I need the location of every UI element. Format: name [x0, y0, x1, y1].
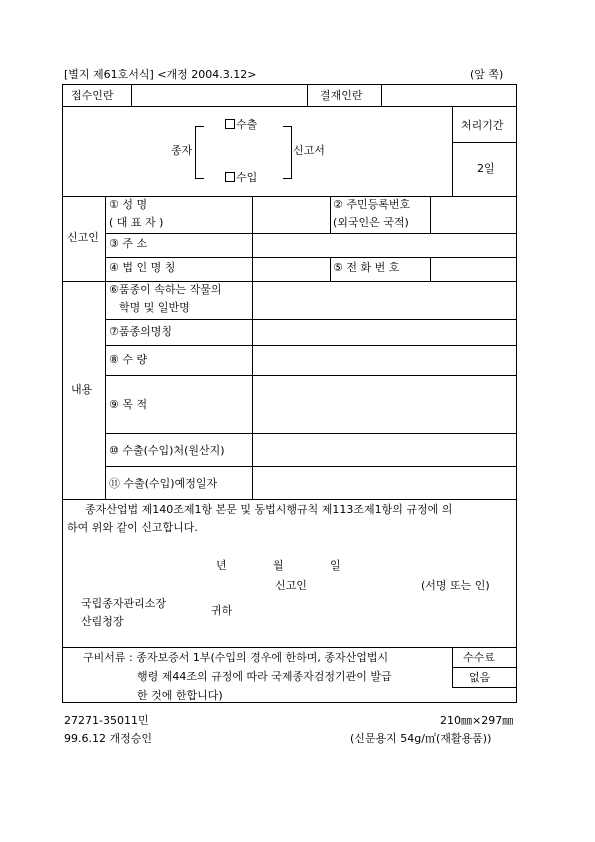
approval-date: 99.6.12 개정승인 — [64, 732, 152, 745]
reporter-section-label: 신고인 — [67, 231, 99, 244]
processing-period-label: 처리기간 — [461, 119, 504, 132]
recipient-forest-service: 산림청장 — [81, 615, 124, 628]
paper-size: 210㎜×297㎜ — [440, 714, 514, 727]
fee-label: 수수료 — [463, 651, 495, 664]
purpose-label: ⑨ 목 적 — [109, 398, 148, 411]
nationality-label: (외국인은 국적) — [333, 216, 409, 229]
export-checkbox-icon — [225, 119, 235, 129]
corporation-name-label: ④ 법 인 명 칭 — [109, 261, 176, 274]
documents-line-2: 행령 제44조의 규정에 따라 국제종자검정기관이 발급 — [137, 670, 392, 683]
documents-line-1: 구비서류 : 종자보증서 1부(수입의 경우에 한하며, 종자산업법시 — [83, 651, 389, 664]
title-suffix: 신고서 — [293, 144, 325, 157]
paper-type: (신문용지 54g/㎡(재활용품)) — [350, 732, 492, 745]
page-side-label: (앞 쪽) — [470, 68, 504, 81]
export-option[interactable]: 수출 — [225, 118, 257, 132]
content-section-label: 내용 — [71, 383, 93, 396]
declaration-line-2: 하여 위와 같이 신고합니다. — [67, 521, 198, 534]
origin-label: ⑩ 수출(수입)처(원산지) — [109, 444, 225, 457]
reporter-signature-label: 신고인 — [275, 579, 307, 592]
processing-period-value: 2일 — [477, 162, 495, 175]
crop-name-label: ⑥품종이 속하는 작물의 — [109, 283, 222, 296]
receipt-label: 접수인란 — [71, 89, 114, 102]
title-prefix: 종자 — [171, 144, 193, 157]
form-title: [별지 제61호서식] <개정 2004.3.12> — [64, 68, 257, 81]
recipient-honorific: 귀하 — [211, 604, 233, 617]
date-day-label: 일 — [330, 559, 341, 572]
import-option[interactable]: 수입 — [225, 171, 257, 185]
scheduled-date-label: ⑪ 수출(수입)예정일자 — [109, 477, 218, 490]
variety-name-label: ⑦품종의명칭 — [109, 325, 172, 338]
signature-note: (서명 또는 인) — [421, 579, 490, 592]
address-label: ③ 주 소 — [109, 237, 148, 250]
approval-label: 결재인란 — [320, 89, 363, 102]
phone-label: ⑤ 전 화 번 호 — [333, 261, 400, 274]
quantity-label: ⑧ 수 량 — [109, 353, 148, 366]
date-month-label: 월 — [273, 559, 284, 572]
fee-value: 없음 — [469, 671, 491, 684]
date-year-label: 년 — [216, 559, 227, 572]
form-code: 27271-35011민 — [64, 714, 149, 727]
declaration-line-1: 종자산업법 제140조제1항 본문 및 동법시행규칙 제113조제1항의 규정에 의 — [85, 503, 453, 516]
representative-label: ( 대 표 자 ) — [109, 216, 164, 229]
recipient-seed-agency: 국립종자관리소장 — [81, 597, 167, 610]
name-label: ① 성 명 — [109, 198, 148, 211]
import-checkbox-icon — [225, 172, 235, 182]
resident-id-label: ② 주민등록번호 — [333, 198, 411, 211]
documents-line-3: 한 것에 한합니다) — [137, 689, 223, 702]
report-form — [62, 84, 517, 703]
crop-name-sublabel: 학명 및 일반명 — [119, 301, 190, 314]
